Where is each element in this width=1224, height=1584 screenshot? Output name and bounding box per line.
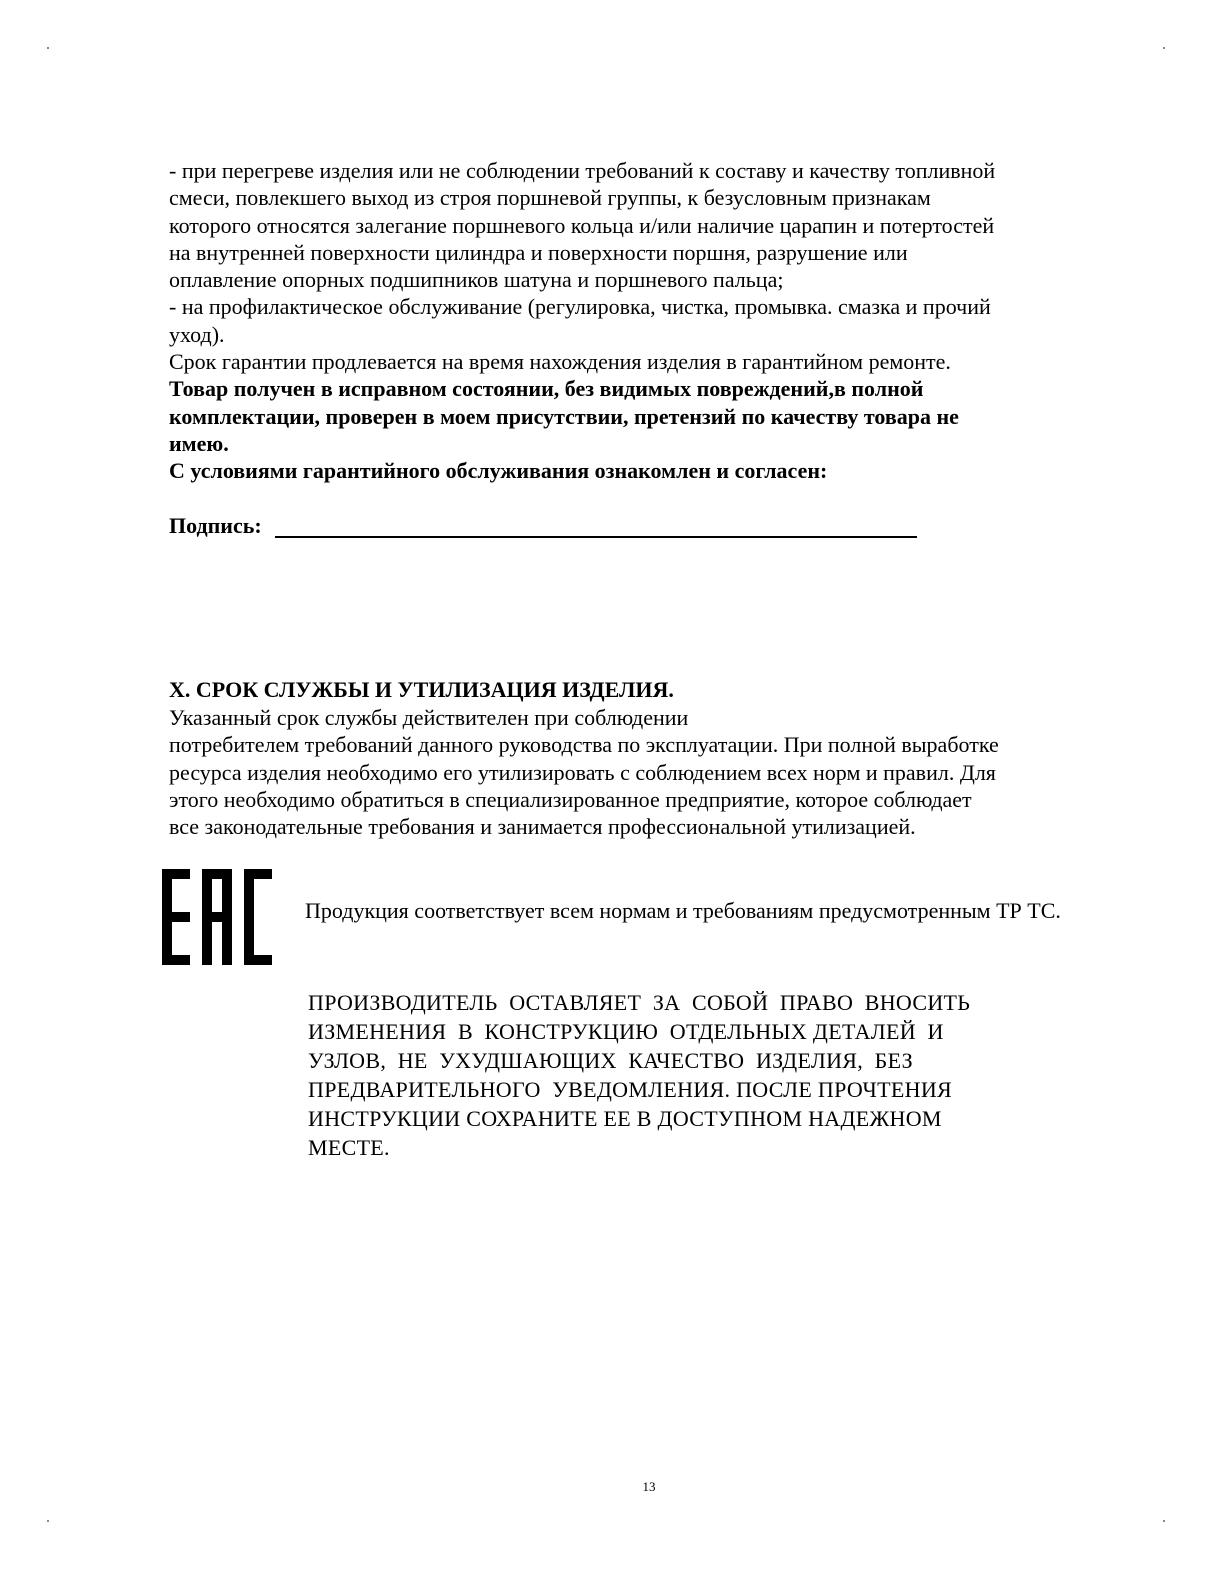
section-line: ресурса изделия необходимо его утилизировать с соблюдением всех норм и правил. Для <box>169 759 996 785</box>
eac-logo-icon <box>162 869 272 965</box>
warranty-line: на внутренней поверхности цилиндра и поверхности поршня, разрушение или <box>169 239 908 265</box>
section-line: этого необходимо обратиться в специализированное предприятие, которое соблюдает <box>169 786 972 812</box>
service-life-section <box>169 676 1129 840</box>
crop-mark <box>1163 47 1165 49</box>
acceptance-line: имею. <box>169 430 229 456</box>
manufacturer-notice <box>308 988 1028 1162</box>
warranty-line: оплавление опорных подшипников шатуна и поршневого пальца; <box>169 267 784 293</box>
warranty-line: уход). <box>169 321 225 347</box>
crop-mark <box>47 1520 49 1522</box>
warranty-line: которого относятся залегание поршневого кольца и/или наличие царапин и потертостей <box>169 212 995 238</box>
acceptance-line: С условиями гарантийного обслуживания ознакомлен и согласен: <box>169 458 828 484</box>
section-line: потребителем требований данного руководства по эксплуатации. При полной выработке <box>169 732 999 758</box>
warranty-line: смеси, повлекшего выход из строя поршневой группы, к безусловным признакам <box>169 185 931 211</box>
section-line: все законодательные требования и занимается профессиональной утилизацией. <box>169 814 916 840</box>
signature-line[interactable] <box>275 536 917 538</box>
notice-line: УЗЛОВ, НЕ УХУДШАЮЩИХ КАЧЕСТВО ИЗДЕЛИЯ, БЕЗ <box>308 1048 913 1073</box>
signature-label: Подпись: <box>169 513 262 538</box>
section-line: Указанный срок службы действителен при соблюдении <box>169 705 689 730</box>
notice-line: ПРЕДВАРИТЕЛЬНОГО УВЕДОМЛЕНИЯ. ПОСЛЕ ПРОЧТЕНИЯ <box>308 1077 952 1102</box>
section-heading: X. СРОК СЛУЖБЫ И УТИЛИЗАЦИЯ ИЗДЕЛИЯ. <box>169 677 674 702</box>
warranty-line: Срок гарантии продлевается на время нахождения изделия в гарантийном ремонте. <box>169 349 951 375</box>
warranty-line: - при перегреве изделия или не соблюдении требований к составу и качеству топливной <box>169 158 996 183</box>
notice-line: ИНСТРУКЦИИ СОХРАНИТЕ ЕЕ В ДОСТУПНОМ НАДЕЖНОМ <box>308 1106 942 1131</box>
acceptance-line: комплектации, проверен в моем присутствии, претензий по качеству товара не <box>169 403 959 429</box>
acceptance-line: Товар получен в исправном состоянии, без видимых повреждений,в полной <box>169 376 924 402</box>
certification-text: Продукция соответствует всем нормам и требованиям предусмотренным ТР ТС. <box>305 898 1061 923</box>
warranty-line: - на профилактическое обслуживание (регулировка, чистка, промывка. смазка и прочий <box>169 294 991 320</box>
warranty-conditions <box>169 157 1129 485</box>
notice-line: ИЗМЕНЕНИЯ В КОНСТРУКЦИЮ ОТДЕЛЬНЫХ ДЕТАЛЕЙ И <box>308 1019 944 1044</box>
notice-line: МЕСТЕ. <box>308 1135 390 1160</box>
crop-mark <box>47 47 49 49</box>
crop-mark <box>1163 1520 1165 1522</box>
notice-line: ПРОИЗВОДИТЕЛЬ ОСТАВЛЯЕТ ЗА СОБОЙ ПРАВО ВНОСИТЬ <box>308 990 971 1015</box>
page-number: 13 <box>642 1479 656 1494</box>
